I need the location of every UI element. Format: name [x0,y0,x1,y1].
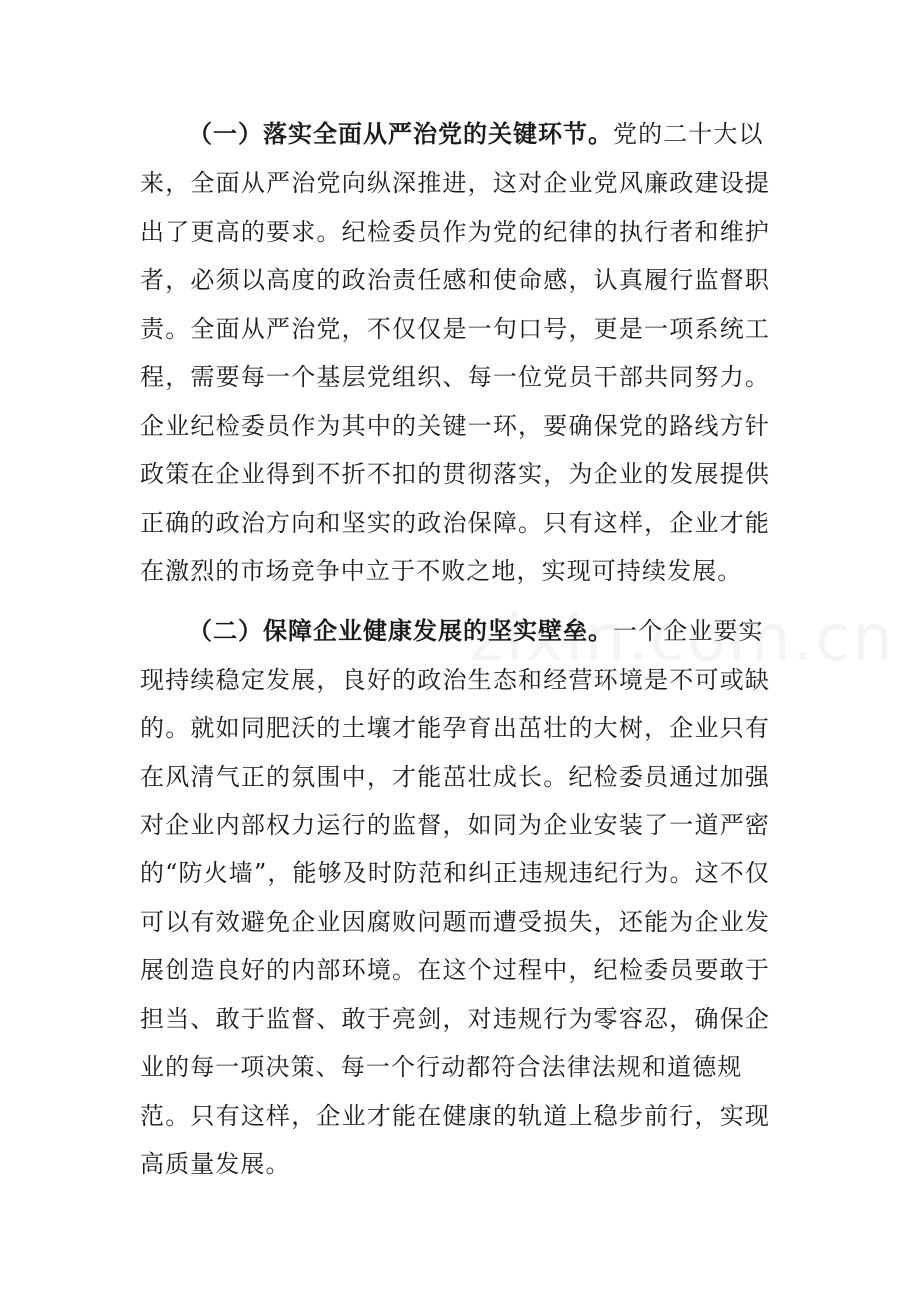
paragraph-line: 正确的政治方向和坚实的政治保障。只有这样，企业才能 [140,509,770,537]
paragraph-text: 一个企业要实 [613,617,764,645]
paragraph-text: 党的二十大以 [613,120,764,148]
paragraph-line: 企业纪检委员作为其中的关键一环，要确保党的路线方针 [140,412,770,440]
paragraph-line: 政策在企业得到不折不扣的贯彻落实，为企业的发展提供 [140,460,770,488]
section2-first-line [188,615,764,647]
paragraph-line: 可以有效避免企业因腐败问题而遭受损失，还能为企业发 [140,908,770,936]
paragraph-line: 在激烈的市场竞争中立于不败之地，实现可持续发展。 [140,557,743,585]
paragraph-line: 出了更高的要求。纪检委员作为党的纪律的执行者和维护 [140,218,770,246]
paragraph-line: 业的每一项决策、每一个行动都符合法律法规和道德规 [140,1053,743,1081]
paragraph-line: 现持续稳定发展，良好的政治生态和经营环境是不可或缺 [140,666,770,694]
paragraph-line: 范。只有这样，企业才能在健康的轨道上稳步前行，实现 [140,1102,770,1130]
paragraph-line: 者，必须以高度的政治责任感和使命感，认真履行监督职 [140,266,770,294]
paragraph-line: 对企业内部权力运行的监督，如同为企业安装了一道严密 [140,811,770,839]
paragraph-line: 来，全面从严治党向纵深推进，这对企业党风廉政建设提 [140,169,770,197]
section1-heading: （一）落实全面从严治党的关键环节。 [188,120,613,148]
paragraph-line: 责。全面从严治党，不仅仅是一句口号，更是一项系统工 [140,315,770,343]
paragraph-line: 在风清气正的氛围中，才能茁壮成长。纪检委员通过加强 [140,763,770,791]
paragraph-line: 高质量发展。 [140,1150,291,1178]
section1-first-line [188,118,764,150]
paragraph-line: 的“防火墙”，能够及时防范和纠正违规违纪行为。这不仅 [140,859,770,887]
paragraph-line: 展创造良好的内部环境。在这个过程中，纪检委员要敢于 [140,956,770,984]
paragraph-line: 担当、敢于监督、敢于亮剑，对违规行为零容忍，确保企 [140,1005,770,1033]
paragraph-line: 程，需要每一个基层党组织、每一位党员干部共同努力。 [140,363,770,391]
paragraph-line: 的。就如同肥沃的土壤才能孕育出茁壮的大树，企业只有 [140,714,770,742]
section2-heading: （二）保障企业健康发展的坚实壁垒。 [188,617,613,645]
